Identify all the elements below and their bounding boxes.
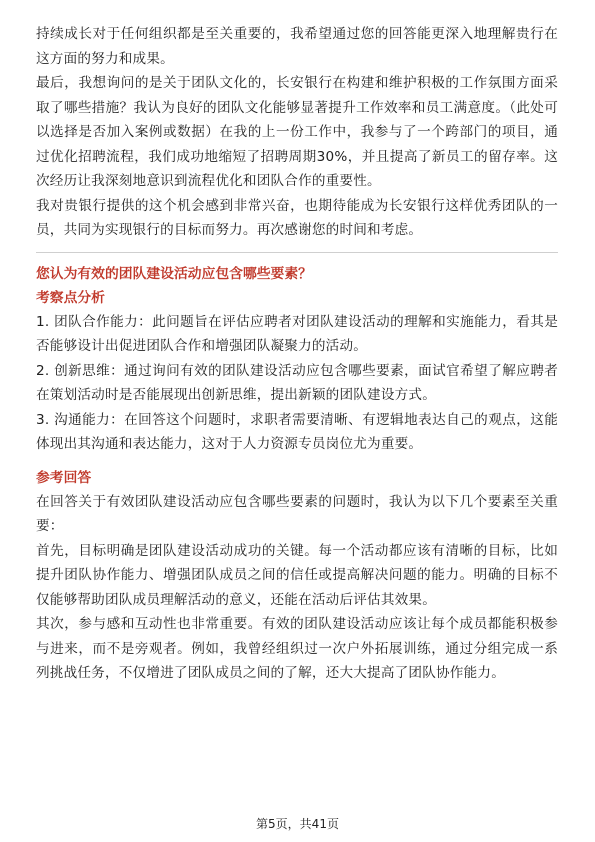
intro-paragraph: 我对贵银行提供的这个机会感到非常兴奋，也期待能成为长安银行这样优秀团队的一员，共同为实现银行的目标而努力。再次感谢您的时间和考虑。 — [36, 197, 558, 238]
analysis-heading: 考察点分析 — [36, 289, 105, 306]
answer-paragraph: 其次，参与感和互动性也非常重要。有效的团队建设活动应该让每个成员都能积极参与进来，而不是旁观者。例如，我曾经组织过一次户外拓展训练，通过分组完成一系列挑战任务，不仅增进了团队成员之间的了解，还大大提高了团队协作能力。 — [36, 616, 558, 681]
answer-heading: 参考回答 — [36, 469, 92, 486]
question-title: 您认为有效的团队建设活动应包含哪些要素？ — [36, 265, 312, 282]
document-page — [36, 22, 558, 686]
intro-section — [36, 22, 558, 243]
answer-paragraph: 首先，目标明确是团队建设活动成功的关键。每一个活动都应该有清晰的目标，比如提升团队协作能力、增强团队成员之间的信任或提高解决问题的能力。明确的目标不仅能够帮助团队成员理解活动的意义，还能在活动后评估其效果。 — [36, 542, 558, 608]
section-divider — [36, 252, 558, 253]
answer-section — [36, 466, 558, 686]
analysis-item: 1. 团队合作能力：此问题旨在评估应聘者对团队建设活动的理解和实施能力，看其是否能够设计出促进团队合作和增强团队凝聚力的活动。 — [36, 313, 558, 354]
intro-paragraph: 最后，我想询问的是关于团队文化的，长安银行在构建和维护积极的工作氛围方面采取了哪些措施？我认为良好的团队文化能够显著提升工作效率和员工满意度。（此处可以选择是否加入案例或数据）在我的上一份工作中，我参与了一个跨部门的项目，通过优化招聘流程，我们成功地缩短了招聘周期30%，并且提高了新员工的留存率。这次经历让我深刻地意识到流程优化和团队合作的重要性。 — [36, 75, 558, 189]
answer-paragraph: 在回答关于有效团队建设活动应包含哪些要素的问题时，我认为以下几个要素至关重要： — [36, 493, 558, 534]
analysis-item: 3. 沟通能力：在回答这个问题时，求职者需要清晰、有逻辑地表达自己的观点，这能体现出其沟通和表达能力，这对于人力资源专员岗位尤为重要。 — [36, 411, 558, 452]
analysis-section — [36, 286, 558, 457]
page-footer: 第5页，共41页 — [256, 817, 339, 831]
analysis-item: 2. 创新思维：通过询问有效的团队建设活动应包含哪些要素，面试官希望了解应聘者在策划活动时是否能展现出创新思维，提出新颖的团队建设方式。 — [36, 362, 558, 403]
intro-paragraph: 持续成长对于任何组织都是至关重要的，我希望通过您的回答能更深入地理解贵行在这方面的努力和成果。 — [36, 26, 558, 67]
